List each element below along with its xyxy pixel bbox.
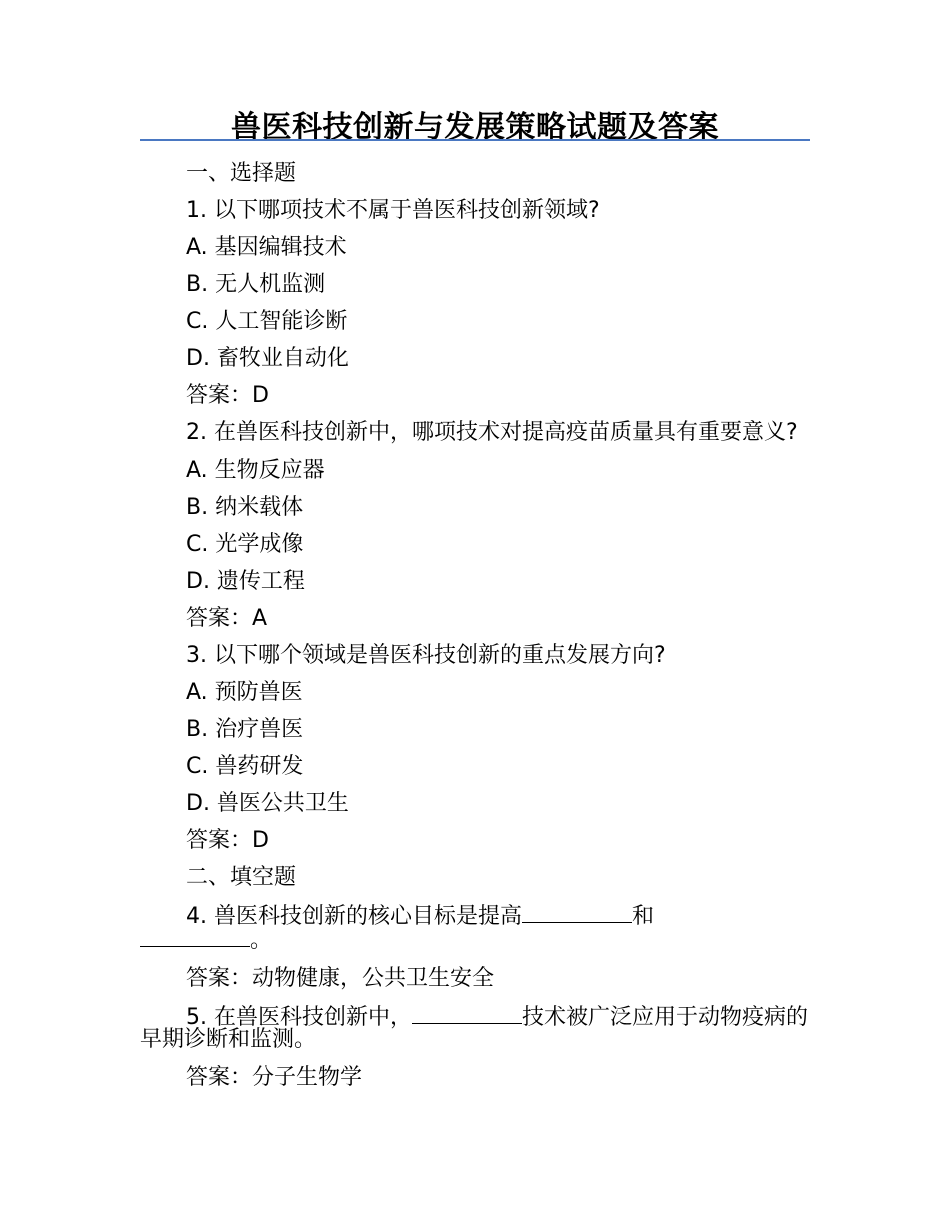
q2-option-b: B. 纳米载体 <box>186 495 304 520</box>
q1-answer: 答案：D <box>186 383 269 408</box>
q1-option-d: D. 畜牧业自动化 <box>186 346 349 371</box>
question-2: 2. 在兽医科技创新中，哪项技术对提高疫苗质量具有重要意义? <box>186 420 798 445</box>
question-1: 1. 以下哪项技术不属于兽医科技创新领域? <box>186 198 600 223</box>
q4-text-2: 和 <box>632 904 655 929</box>
q4-blank-1 <box>522 904 632 923</box>
q2-answer: 答案：A <box>186 606 268 631</box>
q2-option-c: C. 光学成像 <box>186 532 304 557</box>
q2-option-a: A. 生物反应器 <box>186 458 325 483</box>
q3-option-d: D. 兽医公共卫生 <box>186 791 349 816</box>
q1-option-b: B. 无人机监测 <box>186 272 326 297</box>
q3-answer: 答案：D <box>186 828 269 853</box>
question-5 <box>140 997 810 1059</box>
q2-option-d: D. 遗传工程 <box>186 569 305 594</box>
section-heading-choice: 一、选择题 <box>186 161 297 186</box>
q5-blank <box>412 1005 522 1024</box>
q3-option-c: C. 兽药研发 <box>186 754 304 779</box>
q1-option-c: C. 人工智能诊断 <box>186 309 348 334</box>
section-heading-fill: 二、填空题 <box>186 865 297 890</box>
q3-option-a: A. 预防兽医 <box>186 680 303 705</box>
q5-answer: 答案：分子生物学 <box>186 1065 363 1090</box>
q4-text-1: 4. 兽医科技创新的核心目标是提高 <box>186 904 522 929</box>
q1-option-a: A. 基因编辑技术 <box>186 235 347 260</box>
q4-blank-2 <box>140 928 250 947</box>
question-3: 3. 以下哪个领域是兽医科技创新的重点发展方向? <box>186 643 666 668</box>
title-underline <box>140 139 810 141</box>
question-4 <box>140 896 810 960</box>
document-title: 兽医科技创新与发展策略试题及答案 <box>231 110 719 145</box>
q4-text-3: 。 <box>250 928 273 953</box>
q4-answer: 答案：动物健康，公共卫生安全 <box>186 966 495 991</box>
q3-option-b: B. 治疗兽医 <box>186 717 304 742</box>
q5-text-2: 技术被广泛应用于动物疫病的早期诊断和监测。 <box>140 1005 808 1052</box>
document-body <box>140 155 810 1096</box>
q5-text-1: 5. 在兽医科技创新中， <box>186 1005 412 1030</box>
